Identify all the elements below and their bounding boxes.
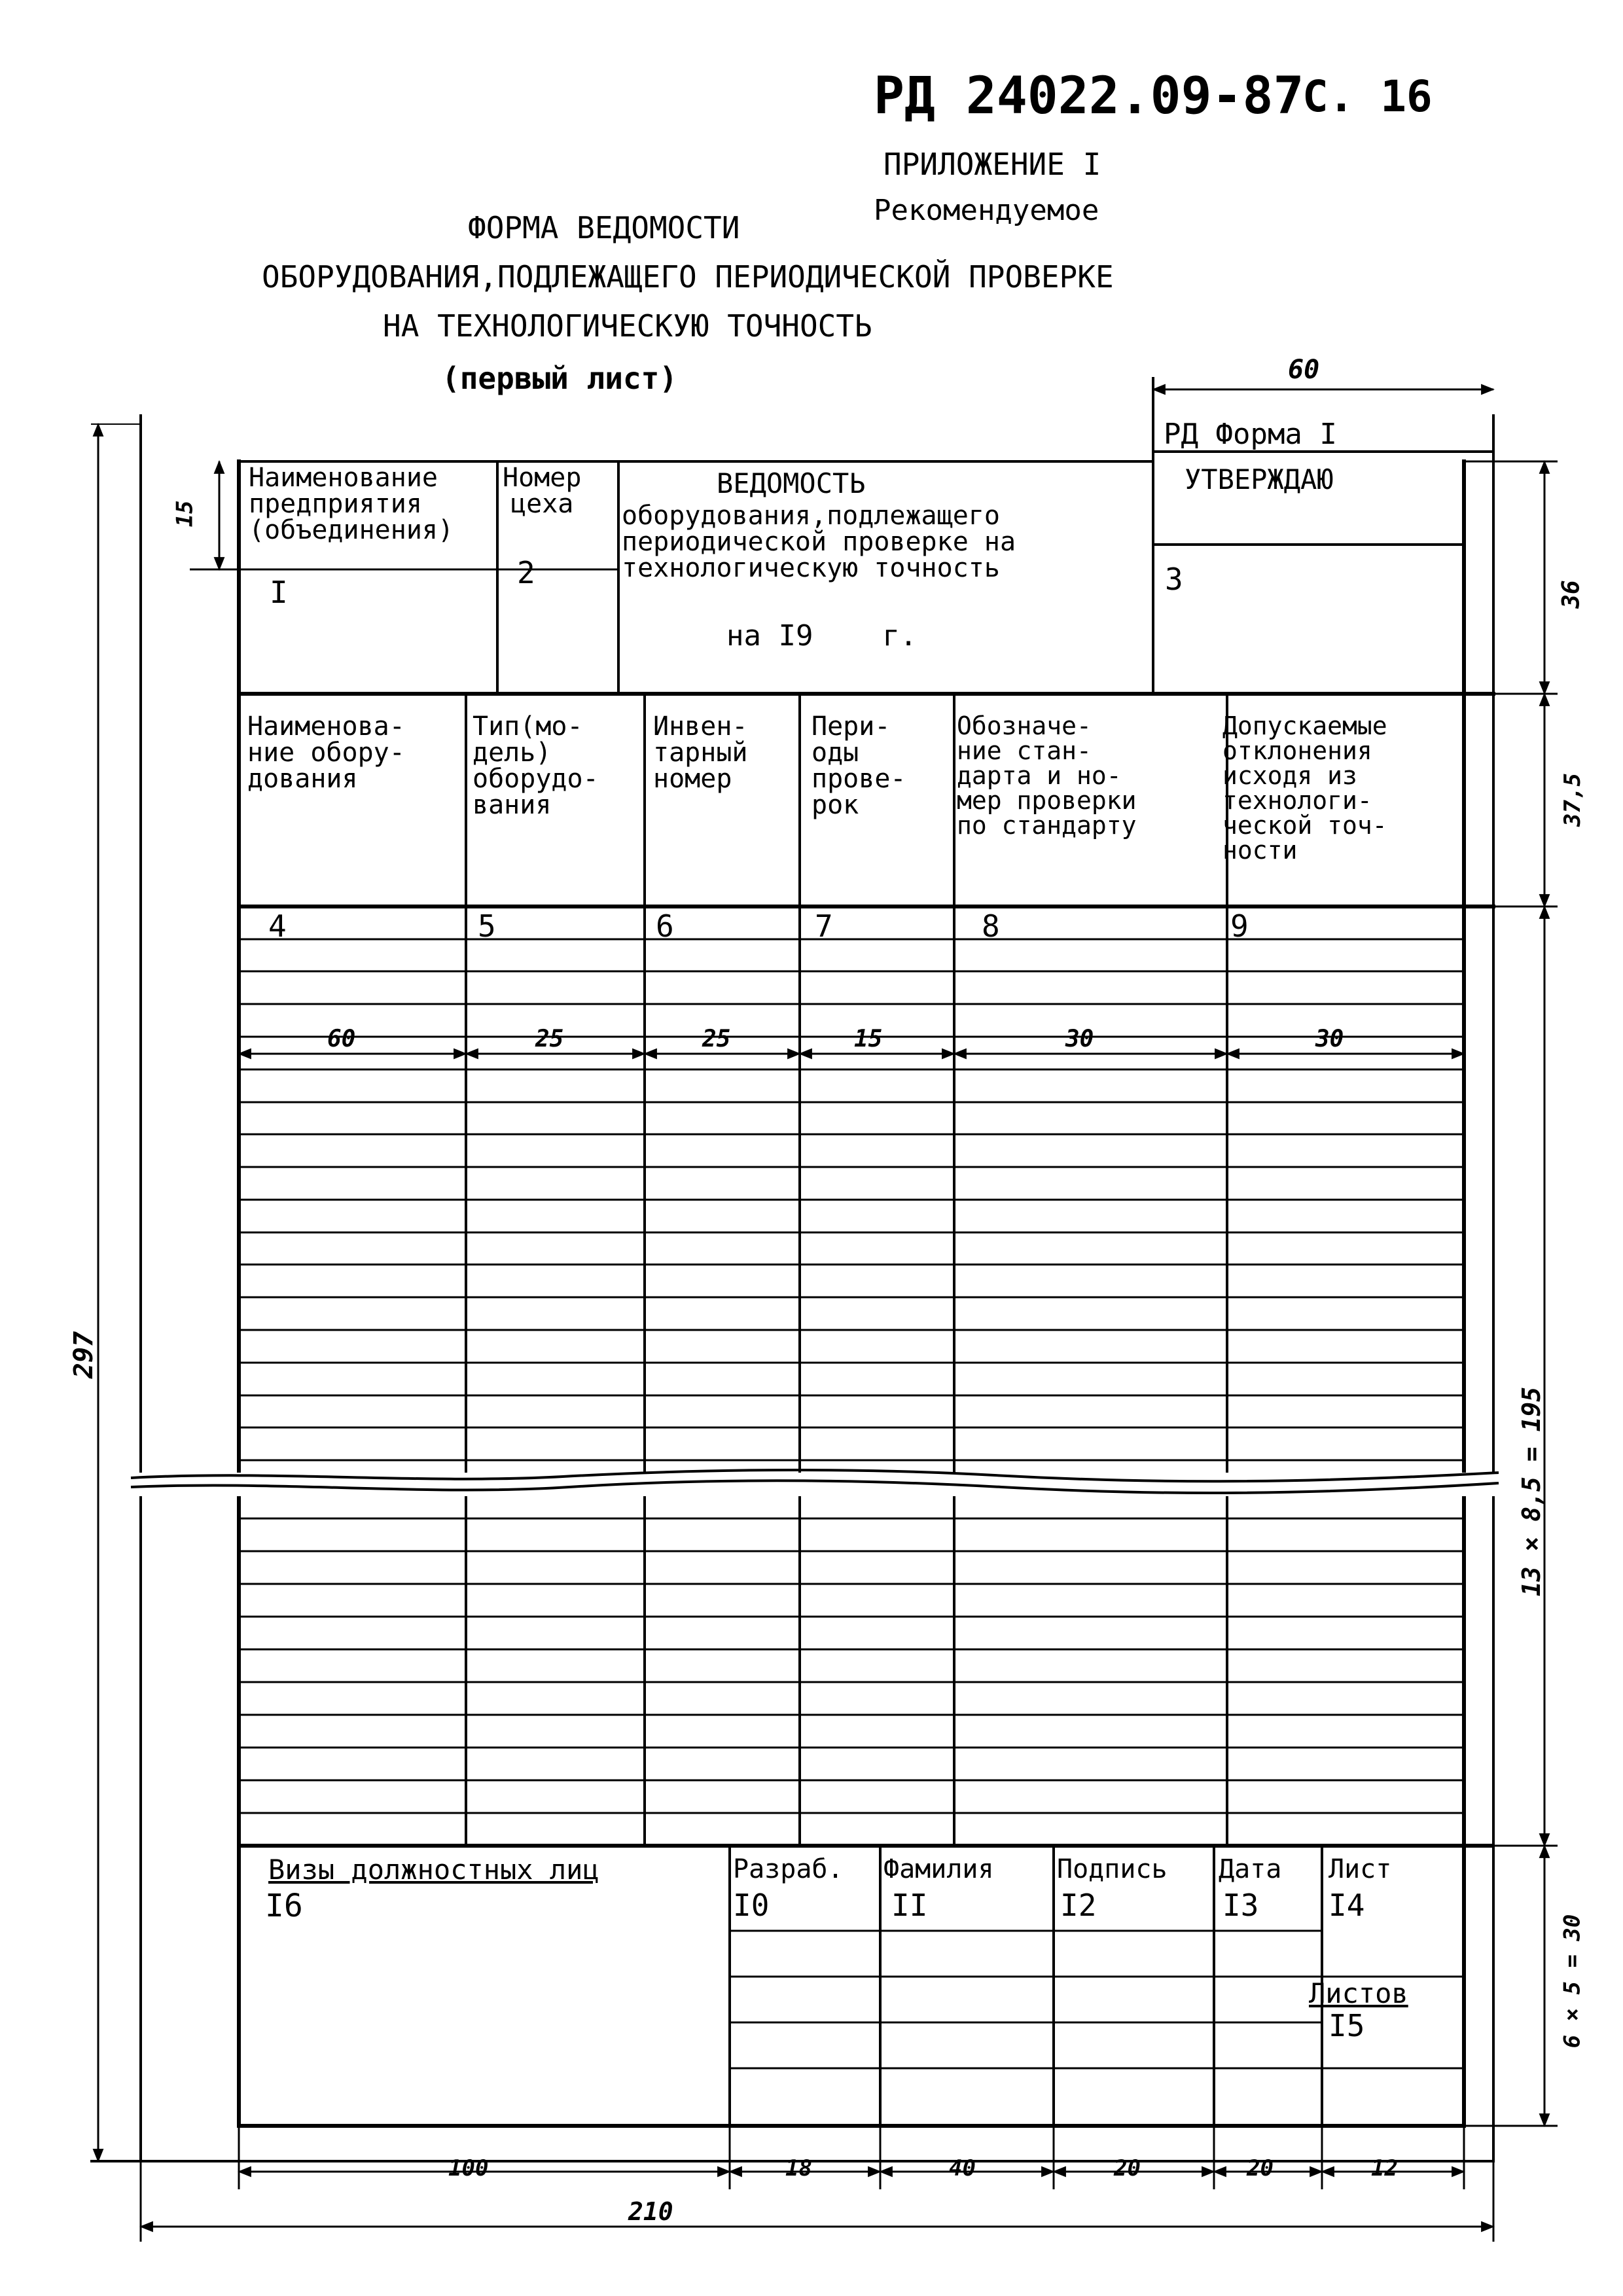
column-header-model: Тип(мо- дель) оборудо- вания [473, 711, 599, 820]
statement-year-line: на I9 г. [726, 619, 918, 653]
dimension-footer-height: 6 × 5 = 30 [1559, 1914, 1586, 2049]
column-width-dimension: 60 [327, 1026, 356, 1052]
footer-cell-number: I4 [1329, 1888, 1365, 1923]
footer-cell-label: Лист [1329, 1854, 1392, 1884]
footer-width-dimension: 12 [1371, 2155, 1398, 2181]
statement-text: оборудования,подлежащего периодической проверке на технологическую точность [622, 501, 1016, 583]
form-label: РД Форма I [1164, 418, 1337, 451]
column-header-standard: Обозначе- ние стан- дарта и но- мер проверки по стандарту [957, 711, 1137, 840]
visas-label: Визы должностных лиц [268, 1854, 599, 1886]
title-line-2: ОБОРУДОВАНИЯ,ПОДЛЕЖАЩЕГО ПЕРИОДИЧЕСКОЙ ПРОВЕРКЕ [262, 259, 1114, 295]
visas-number: I6 [265, 1888, 303, 1924]
column-width-dimension: 15 [854, 1026, 883, 1052]
footer-width-dimension: 40 [949, 2155, 976, 2181]
approve-number: 3 [1165, 562, 1183, 597]
column-number: 8 [982, 908, 1000, 944]
column-number: 4 [268, 908, 287, 944]
column-header-inventory-number: Инвен- тарный номер [653, 711, 748, 794]
appendix-label: ПРИЛОЖЕНИЕ I [883, 147, 1101, 182]
column-header-equipment-name: Наименова- ние обору- дования [247, 711, 405, 794]
column-number: 7 [815, 908, 833, 944]
column-width-dimension: 25 [702, 1026, 731, 1052]
enterprise-label: Наименование предприятия (объединения) [249, 463, 454, 545]
statement-heading: ВЕДОМОСТЬ [717, 467, 866, 499]
sheets-label: Листов [1309, 1977, 1408, 2009]
footer-width-dimension: 20 [1114, 2155, 1141, 2181]
column-header-check-periods: Пери- оды прове- рок [812, 711, 906, 820]
approve-label: УТВЕРЖДАЮ [1185, 463, 1334, 495]
footer-cell-number: II [891, 1888, 928, 1923]
workshop-label: Номер цеха [503, 463, 582, 519]
column-number: 6 [656, 908, 674, 944]
footer-width-dimension: 18 [785, 2155, 812, 2181]
footer-cell-label: Дата [1219, 1854, 1282, 1884]
dimension-body-height: 13 × 8,5 = 195 [1517, 1386, 1546, 1597]
sheets-number: I5 [1329, 2008, 1365, 2043]
dimension-header-row: 15 [171, 500, 198, 528]
footer-width-dimension: 20 [1247, 2155, 1274, 2181]
footer-cell-label: Разраб. [733, 1854, 844, 1884]
column-width-dimension: 25 [535, 1026, 564, 1052]
title-line-1: ФОРМА ВЕДОМОСТИ [468, 210, 740, 245]
footer-width-dimension: 100 [448, 2155, 489, 2181]
title-line-3: НА ТЕХНОЛОГИЧЕСКУЮ ТОЧНОСТЬ [383, 308, 872, 344]
footer-cell-number: I2 [1060, 1888, 1097, 1923]
dimension-header-height: 36 [1558, 580, 1585, 609]
footer-cell-label: Фамилия [883, 1854, 994, 1884]
column-header-tolerance: Допускаемые отклонения исходя из технологи- ческой точ- ности [1222, 711, 1387, 865]
title-line-4: (первый лист) [442, 361, 678, 396]
dimension-top-width: 60 [1288, 355, 1320, 385]
dimension-column-header-height: 37,5 [1559, 773, 1586, 827]
document-code: РД 24022.09-87 [874, 67, 1304, 126]
footer-cell-number: I3 [1222, 1888, 1259, 1923]
column-number: 5 [478, 908, 496, 944]
footer-cell-label: Подпись [1057, 1854, 1168, 1884]
column-number: 9 [1230, 908, 1249, 944]
dimension-total-height: 297 [69, 1331, 99, 1379]
enterprise-number: I [270, 575, 288, 610]
dimension-total-width: 210 [628, 2197, 673, 2226]
footer-cell-number: I0 [733, 1888, 770, 1923]
workshop-number: 2 [517, 555, 535, 590]
column-width-dimension: 30 [1065, 1026, 1094, 1052]
recommended-label: Рекомендуемое [874, 194, 1099, 227]
column-width-dimension: 30 [1315, 1026, 1344, 1052]
page-reference: С. 16 [1302, 71, 1433, 122]
